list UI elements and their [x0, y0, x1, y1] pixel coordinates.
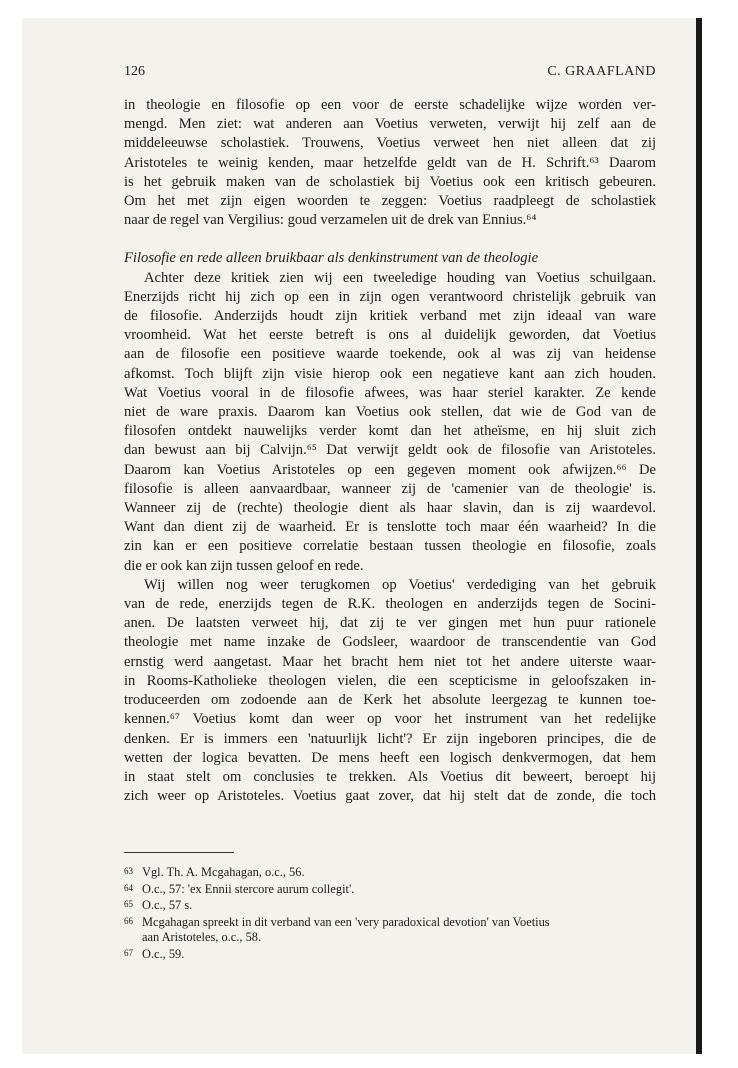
text-line: de filosofie. Anderzijds houdt zijn kritiek verband met zijn ideaal van ware	[124, 308, 656, 325]
text-line: aan de filosofie een positieve waarde toekende, ook al was zij van heidense	[124, 346, 656, 363]
text-line: Daarom kan Voetius Aristoteles op een gegeven moment ook afwijzen.⁶⁶ De	[124, 461, 656, 478]
text-line: in staat stelt om conclusies te trekken. Als Voetius dit beweert, beroept hij	[124, 768, 656, 785]
text-line: die er ook kan zijn tussen geloof en rede.	[124, 557, 364, 574]
page-number: 126	[124, 64, 145, 79]
footnote-text: O.c., 59.	[142, 946, 185, 961]
text-line: ernstig werd aangetast. Maar het bracht hem niet tot het andere uiterste waar-	[124, 653, 656, 670]
body-text	[124, 96, 656, 806]
text-line: dan bewust aan bij Calvijn.⁶⁵ Dat verwijt geldt ook de filosofie van Aristoteles.	[124, 442, 656, 459]
text-line: in theologie en filosofie op een voor de eerste schadelijke wijze worden ver-	[124, 97, 656, 113]
footnote-marker: 67	[124, 947, 133, 958]
text-line: vroomheid. Wat het eerste betreft is ons al duidelijk geworden, dat Voetius	[124, 327, 656, 344]
text-line: Wat Voetius vooral in de filosofie afwees, was haar steriel karakter. Ze kende	[124, 384, 656, 401]
text-line: wetten der logica bevatten. De mens heeft een logisch denkvermogen, dat hem	[124, 749, 656, 766]
paragraph-1	[124, 96, 656, 230]
text-line: kennen.⁶⁷ Voetius komt dan weer op voor het instrument van het redelijke	[124, 711, 656, 728]
footnote-66-continuation	[124, 930, 656, 946]
section-heading: Filosofie en rede alleen bruikbaar als denkinstrument van de theologie	[124, 250, 539, 267]
footnote-text: O.c., 57 s.	[142, 898, 193, 913]
text-line: mengd. Men ziet: wat anderen aan Voetius verweten, verwijt hij zelf aan de	[124, 116, 656, 133]
text-line: van de rede, enerzijds tegen de R.K. theologen en anderzijds tegen de Socini-	[124, 596, 656, 613]
footnote-text: Mcgahagan spreekt in dit verband van een 'very paradoxical devotion' van Voetius	[142, 914, 550, 929]
text-line: middeleeuwse scholastiek. Trouwens, Voetius verweet hen niet alleen dat zij	[124, 135, 656, 152]
text-line: in Rooms-Katholieke theologen vielen, die een scepticisme in geloofszaken in-	[124, 672, 656, 689]
text-line: Enerzijds richt hij zich op een in zijn ogen verantwoord christelijk gebruik van	[124, 288, 656, 305]
paragraph-3	[124, 576, 656, 806]
footnote-marker: 65	[124, 899, 133, 910]
text-line: Want dan dient zij de waarheid. Er is tenslotte toch maar één waarheid? In die	[124, 519, 656, 536]
footnote-text: Vgl. Th. A. Mcgahagan, o.c., 56.	[142, 865, 305, 879]
text-line: zich weer op Aristoteles. Voetius gaat zover, dat hij stelt dat de zonde, die toch	[124, 788, 656, 805]
text-line: Aristoteles te weinig kenden, maar hetzelfde geldt van de H. Schrift.⁶³ Daarom	[124, 154, 656, 171]
text-line: troduceerden om zodoende aan de Kerk het absolute leergezag te kunnen toe-	[124, 692, 656, 709]
footnote-marker: 66	[124, 915, 133, 926]
text-line: filosofie is alleen aanvaardbaar, wanneer zij de 'camenier van de theologie' is.	[124, 480, 656, 497]
footnote-divider	[124, 852, 234, 853]
footnotes	[124, 864, 656, 963]
footnote-64	[124, 881, 656, 898]
text-line: niet de ware praxis. Daarom kan Voetius ook stellen, dat wie de God van de	[124, 404, 656, 421]
text-line: Wij willen nog weer terugkomen op Voetius' verdediging van het gebruik	[144, 576, 656, 593]
text-line: is het gebruik maken van de scholastiek bij Voetius ook een kritisch gebeuren.	[124, 173, 656, 190]
running-head: C. GRAAFLAND	[547, 64, 656, 79]
footnote-65	[124, 897, 656, 914]
text-line: zin kan er een positieve correlatie bestaan tussen theologie en filosofie, zoals	[124, 538, 656, 555]
footnote-text: O.c., 57: 'ex Ennii stercore aurum collegit'.	[142, 881, 355, 896]
text-line: afkomst. Toch blijft zijn visie hierop ook een negatieve kant aan zich houden.	[124, 365, 656, 382]
text-line: anen. De laatsten verweet hij, dat zij te ver gingen met hun puur rationele	[124, 615, 656, 632]
text-line: theologie met name inzake de Godsleer, waardoor de transcendentie van God	[124, 634, 656, 651]
text-line: Wanneer zij de (rechte) theologie dient als haar slavin, dan is zij waardevol.	[124, 500, 656, 517]
text-line: denken. Er is immers een 'natuurlijk licht'? Er zijn ingeboren principes, die de	[124, 730, 656, 747]
text-line: Om het met zijn eigen woorden te zeggen: Voetius raadpleegt de scholastiek	[124, 193, 656, 210]
paragraph-2	[124, 269, 656, 576]
text-line: Achter deze kritiek zien wij een tweeledige houding van Voetius schuilgaan.	[144, 269, 656, 286]
footnote-63	[124, 864, 656, 881]
text-line: naar de regel van Vergilius: goud verzamelen uit de drek van Ennius.⁶⁴	[124, 212, 537, 229]
footnote-67	[124, 946, 656, 963]
footnote-marker: 63	[124, 866, 133, 876]
footnote-marker: 64	[124, 882, 133, 893]
footnote-66	[124, 914, 656, 931]
text-line: filosofen ontdekt nauwelijks verder komt dan het atheïsme, en hij sluit zich	[124, 423, 656, 440]
footnote-text: aan Aristoteles, o.c., 58.	[142, 930, 262, 945]
